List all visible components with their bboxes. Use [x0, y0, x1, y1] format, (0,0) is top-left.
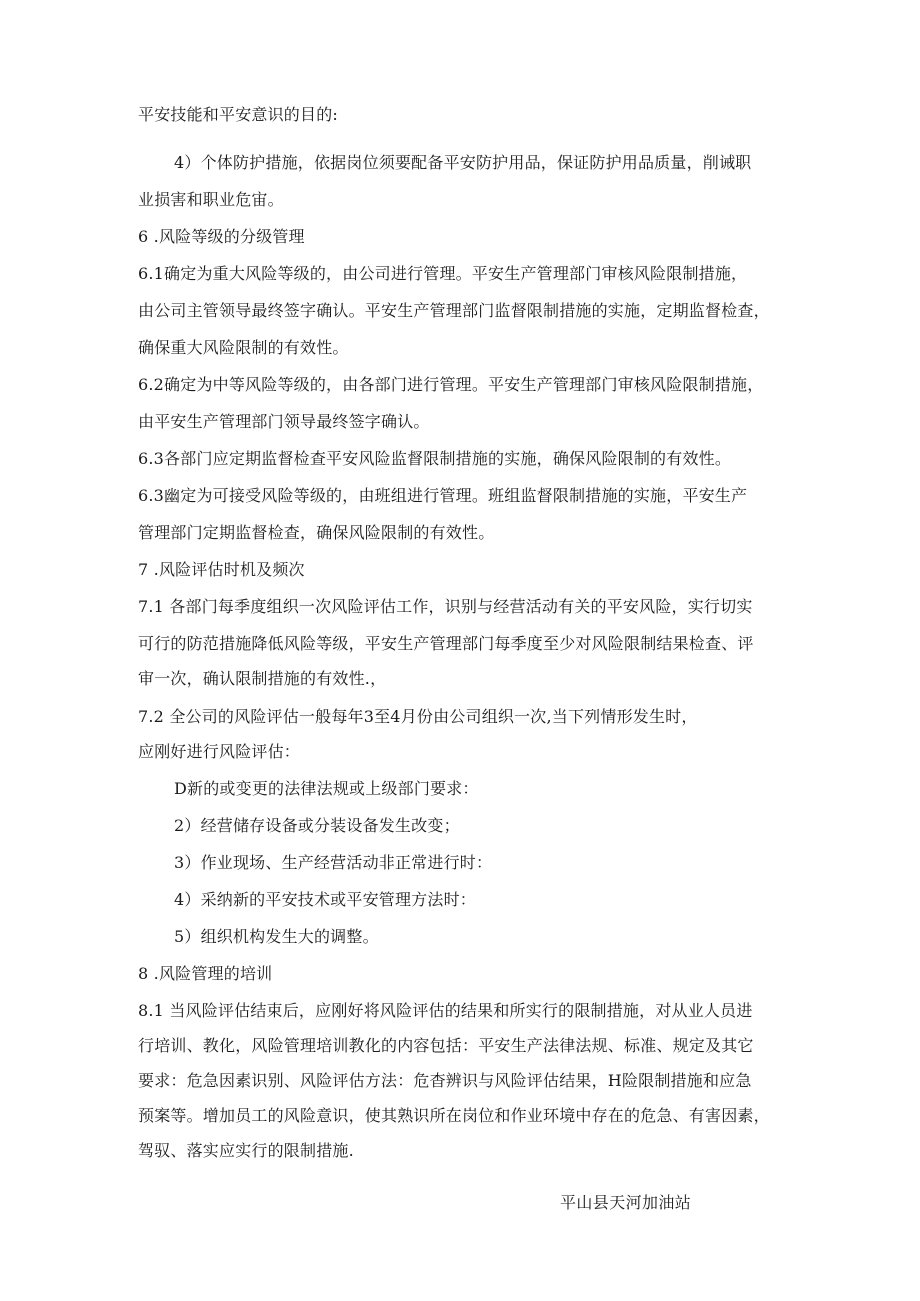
text-line: 管理部门定期监督检查，确保风险限制的有效性。	[138, 523, 495, 542]
text-line: 8.1 当风险评估结束后，应刚好将风险评估的结果和所实行的限制措施，对从业人员进	[138, 1001, 753, 1020]
text-line: 由公司主管领导最终签字确认。平安生产管理部门监督限制措施的实施，定期监督检查，	[138, 301, 770, 320]
text-line: 应刚好进行风险评估：	[138, 742, 301, 761]
list-item: 5）组织机构发生大的调整。	[174, 927, 379, 946]
text-line: 由平安生产管理部门领导最终签字确认。	[138, 412, 430, 431]
section-heading: 6 .风险等级的分级管理	[138, 227, 305, 246]
text-line: 6.2确定为中等风险等级的，由各部门进行管理。平安生产管理部门审核风险限制措施，	[138, 375, 764, 394]
list-item: 3）作业现场、生产经营活动非正常进行时：	[174, 853, 493, 872]
list-item: 2）经营储存设备或分装设备发生改变；	[174, 816, 460, 835]
text-line: 6.1确定为重大风险等级的，由公司进行管理。平安生产管理部门审核风险限制措施，	[138, 264, 748, 283]
text-line: 7.1 各部门每季度组织一次风险评估工作，识别与经营活动有关的平安风险，实行切实	[138, 597, 753, 616]
list-item: D新的或变更的法律法规或上级部门要求：	[174, 779, 479, 798]
text-line: 确保重大风险限制的有效性。	[138, 338, 349, 357]
section-heading: 8 .风险管理的培训	[138, 964, 273, 983]
text-line: 7.2 全公司的风险评估一般每年3至4月份由公司组织一次,当下列情形发生时，	[138, 707, 698, 726]
text-line: 驾驭、落实应实行的限制措施.	[138, 1141, 354, 1160]
text-line: 审一次，确认限制措施的有效性.，	[138, 669, 387, 688]
text-line: 4）个体防护措施，依据岗位须要配备平安防护用品，保证防护用品质量，削诫职	[174, 153, 752, 172]
list-item: 4）采纳新的平安技术或平安管理方法时：	[174, 890, 476, 909]
text-line: 预案等。增加员工的风险意识，使其熟识所在岗位和作业环境中存在的危急、有害因素，	[138, 1106, 770, 1125]
text-line: 6.3各部门应定期监督检查平安风险监督限制措施的实施，确保风险限制的有效性。	[138, 449, 732, 468]
text-line: 要求：危急因素识别、风险评估方法：危杳辨识与风险评估结果，H险限制措施和应急	[138, 1071, 752, 1090]
section-heading: 7 .风险评估时机及频次	[138, 560, 305, 579]
text-line: 平安技能和平安意识的目的:	[138, 105, 338, 124]
text-line: 业损害和职业危宙。	[138, 190, 284, 209]
text-line: 可行的防范措施降低风险等级，平安生产管理部门每季度至少对风险限制结果检查、评	[138, 634, 754, 653]
text-line: 6.3幽定为可接受风险等级的，由班组进行管理。班组监督限制措施的实施，平安生产	[138, 486, 748, 505]
signature-org: 平山县天河加油站	[560, 1193, 692, 1212]
text-line: 行培训、教化，风险管理培训教化的内容包括：平安生产法律法规、标准、规定及其它	[138, 1036, 754, 1055]
